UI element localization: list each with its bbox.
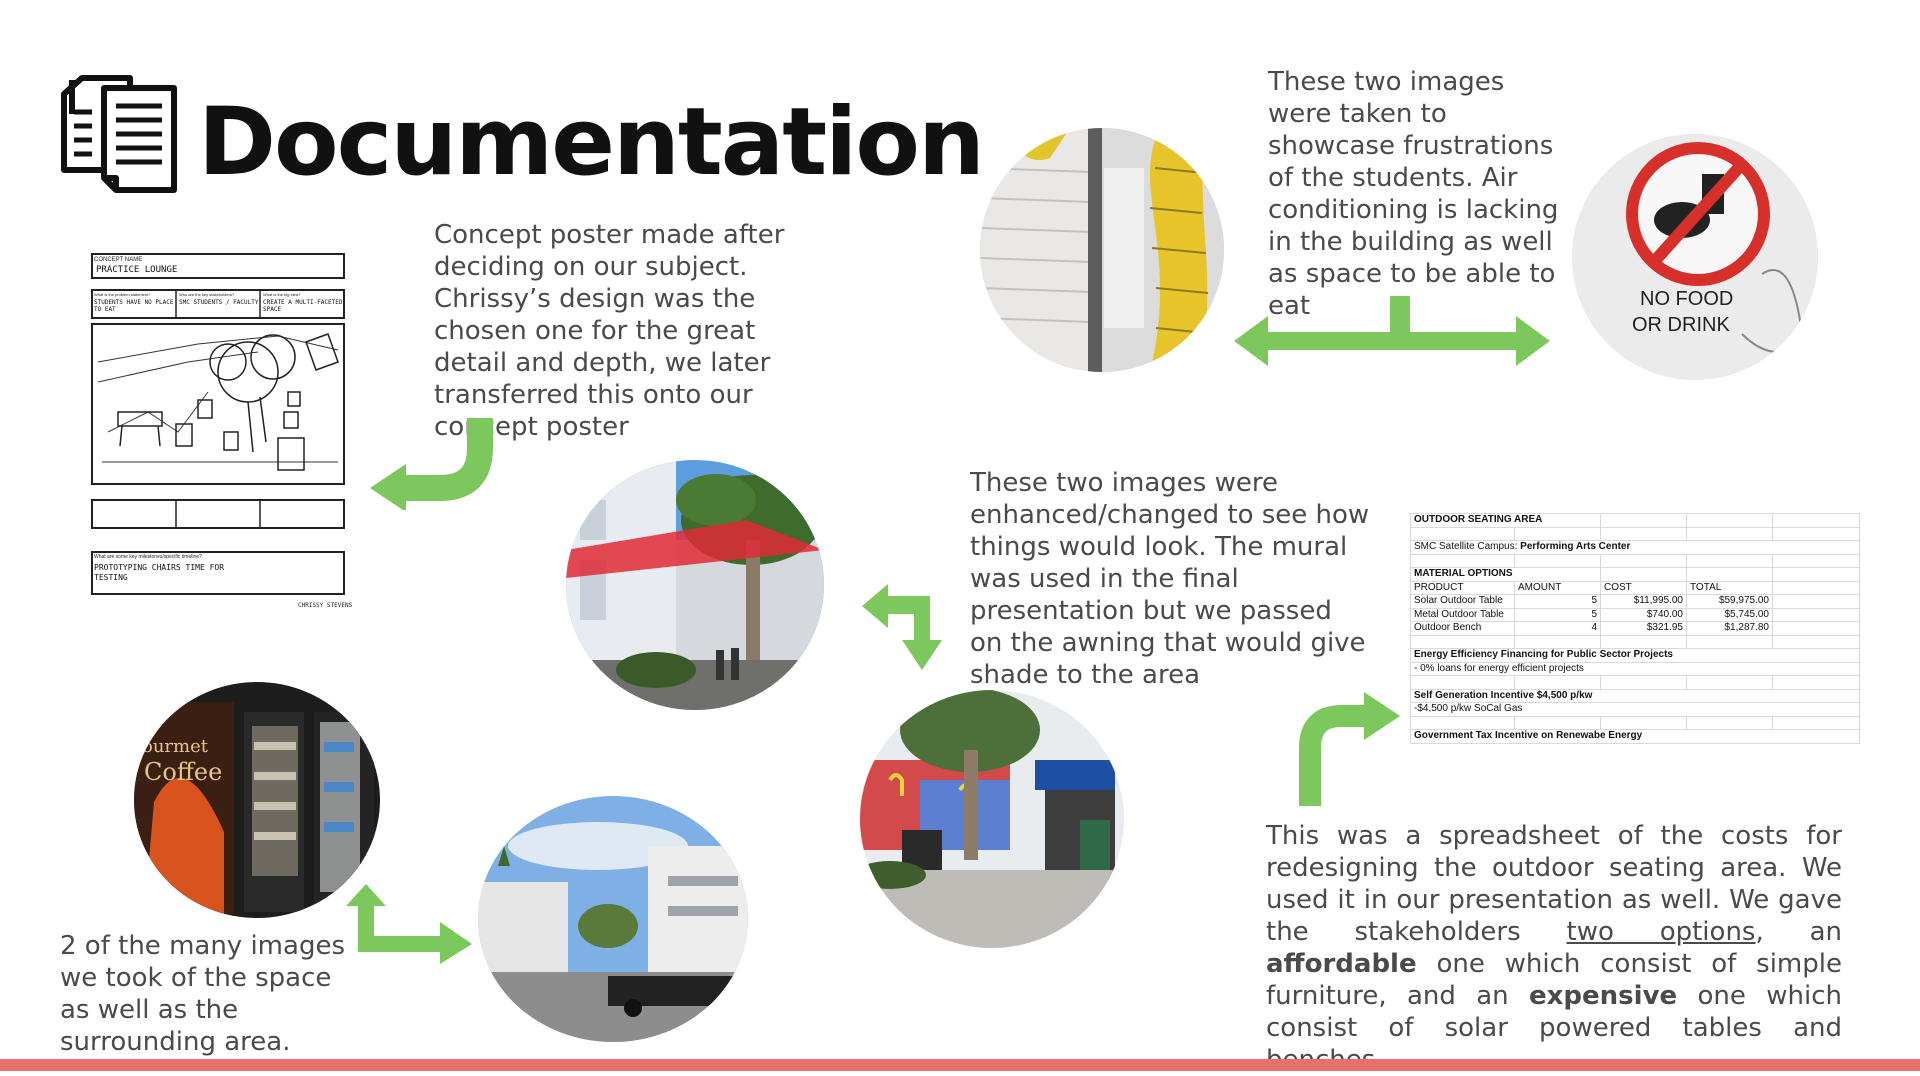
sheet-incentive-title: Self Generation Incentive $4,500 p/kw	[1411, 689, 1860, 703]
table-row	[1411, 608, 1860, 622]
page-title: Documentation	[198, 88, 983, 197]
arrow-to-spreadsheet	[1296, 688, 1400, 806]
mural-concept-photo	[860, 690, 1124, 948]
no-food-sign-text-2: OR DRINK	[1632, 314, 1730, 336]
sheet-cell: 5	[1515, 595, 1601, 609]
sheet-cell: Metal Outdoor Table	[1411, 608, 1515, 622]
vending-machine-photo	[134, 682, 380, 918]
cost-spreadsheet	[1410, 513, 1859, 745]
arrow-space-photos	[346, 884, 472, 964]
sheet-title: OUTDOOR SEATING AREA	[1411, 514, 1601, 528]
awning-concept-photo	[566, 460, 824, 710]
ac-duct-photo	[980, 128, 1224, 372]
poster-concept-label: CONCEPT NAME	[94, 257, 143, 263]
poster-problem-label: What is the problem statement?	[94, 292, 151, 297]
coffee-sign-text-2: Coffee	[144, 758, 223, 786]
poster-problem: STUDENTS HAVE NO PLACE TO EAT	[94, 299, 174, 313]
table-row	[1411, 595, 1860, 609]
table-row	[1411, 622, 1860, 636]
parking-lot-photo	[478, 796, 748, 1042]
sheet-campus-value: Performing Arts Center	[1520, 541, 1631, 553]
poster-idea-label: What is the big idea?	[263, 292, 301, 297]
frustrations-caption: These two images were taken to showcase frustrations of the students. Air conditioning is lacking in the building as well as space to be able to eat	[1268, 67, 1559, 321]
coffee-sign-text-1: ourmet	[142, 736, 208, 757]
arrow-enhanced	[862, 584, 954, 670]
poster-signature: CHRISSY STEVENS	[298, 602, 353, 609]
sheet-header-cell: PRODUCT	[1411, 581, 1515, 595]
spreadsheet-caption-expensive: expensive	[1529, 981, 1678, 1011]
concept-poster-caption: Concept poster made after deciding on our subject. Chrissy’s design was the chosen one for the great detail and depth, we later transferred this onto our concept poster	[434, 220, 785, 442]
concept-poster-image	[88, 232, 378, 618]
spreadsheet-caption-part3: one which consist of simple furniture, and an	[1266, 949, 1842, 1011]
sheet-cell: 5	[1515, 608, 1601, 622]
sheet-cell: Solar Outdoor Table	[1411, 595, 1515, 609]
double-arrow-frustrations	[1234, 296, 1550, 370]
sheet-material-options: MATERIAL OPTIONS	[1411, 568, 1601, 582]
no-food-sign-photo	[1572, 134, 1818, 380]
document-icon	[60, 74, 182, 194]
sheet-cell: $1,287.80	[1687, 622, 1773, 636]
sheet-header-cell: COST	[1601, 581, 1687, 595]
sheet-header-row	[1411, 581, 1860, 595]
sheet-tax-title: Government Tax Incentive on Renewabe Energy	[1411, 730, 1860, 744]
poster-prototype-label: What are some key milestones/specific timeline?	[94, 554, 202, 560]
sheet-cell: 4	[1515, 622, 1601, 636]
poster-concept-name: PRACTICE LOUNGE	[96, 265, 178, 275]
sheet-financing-title: Energy Efficiency Financing for Public Sector Projects	[1411, 649, 1860, 663]
sheet-cell: $59,975.00	[1687, 595, 1773, 609]
spreadsheet-caption	[1266, 820, 1842, 1076]
no-food-sign-text-1: NO FOOD	[1640, 288, 1734, 310]
spreadsheet-caption-underlined: two options	[1566, 917, 1756, 947]
spreadsheet-caption-part4: one which consist of solar powered tables and	[1266, 981, 1842, 1043]
sheet-cell: $5,745.00	[1687, 608, 1773, 622]
sheet-cell: $11,995.00	[1601, 595, 1687, 609]
sheet-incentive-note: -$4,500 p/kw SoCal Gas	[1411, 703, 1860, 717]
arrow-to-poster	[370, 418, 500, 510]
poster-stakeholders: SMC STUDENTS / FACULTY	[179, 299, 259, 306]
spreadsheet-caption-part1: This was a spreadsheet of the costs for redesigning the outdoor seating area. We used it in our presentation as well. We gave the stakeholders	[1266, 821, 1842, 947]
sheet-cell: $321.95	[1601, 622, 1687, 636]
spreadsheet-caption-affordable: affordable	[1266, 949, 1417, 979]
poster-prototype: PROTOTYPING CHAIRS TIME FOR TESTING	[94, 563, 225, 582]
poster-stakeholders-label: Who are the key stakeholders?	[179, 292, 235, 297]
sheet-campus-label: SMC Satellite Campus:	[1414, 541, 1518, 553]
poster-idea: CREATE A MULTI-FACETED SPACE	[263, 299, 343, 313]
sheet-cell: $740.00	[1601, 608, 1687, 622]
enhanced-caption: These two images were enhanced/changed to see how things would look. The mural was used in the final presentation but we passed on the awning that would give shade to the area	[970, 468, 1370, 690]
sheet-cell: Outdoor Bench	[1411, 622, 1515, 636]
sheet-header-cell: AMOUNT	[1515, 581, 1601, 595]
sheet-financing-note: - 0% loans for energy efficient projects	[1411, 662, 1860, 676]
space-caption: 2 of the many images we took of the space as well as the surrounding area.	[60, 931, 345, 1057]
spreadsheet-caption-part2: , an	[1755, 917, 1842, 947]
sheet-header-cell: TOTAL	[1687, 581, 1773, 595]
bottom-accent-bar	[0, 1059, 1920, 1071]
